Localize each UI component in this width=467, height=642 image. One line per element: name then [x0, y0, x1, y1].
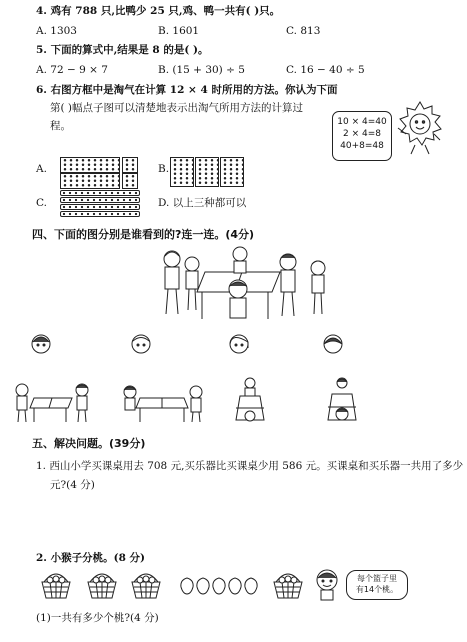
bubble-line-1: 10 × 4=40: [337, 117, 387, 127]
view-picture-1: [10, 380, 100, 424]
speech-line-1: 每个篮子里: [357, 574, 397, 583]
speech-bubble: [346, 570, 408, 600]
q5-option-c[interactable]: C. 16 − 40 ÷ 5: [286, 64, 365, 76]
q5-stem: 5. 下面的算式中,结果是 8 的是( )。: [36, 44, 209, 56]
child-head-3-icon: [228, 332, 250, 356]
problem2-title: 2. 小猴子分桃。(8 分): [36, 552, 146, 564]
peach-basket-1-icon: [40, 570, 72, 600]
method-bubble: [332, 111, 392, 161]
q6-option-a-label[interactable]: A.: [36, 163, 47, 175]
problem1-line2: 元?(4 分): [50, 479, 95, 491]
q6-option-b-label[interactable]: B.: [158, 163, 170, 175]
q4-option-b[interactable]: B. 1601: [158, 25, 200, 37]
dot-grid-a-3: [60, 173, 120, 189]
dot-grid-b-3: [220, 157, 244, 187]
q6-line1: 6. 右图方框中是淘气在计算 12 × 4 时所用的方法。你认为下面: [36, 84, 338, 96]
q6-line2: 第( )幅点子图可以清楚地表示出淘气所用方法的计算过: [50, 102, 304, 114]
bubble-line-2: 2 × 4=8: [343, 129, 381, 139]
dot-grid-b-1: [170, 157, 194, 187]
view-picture-4: [320, 376, 364, 426]
dot-grid-a-4: [122, 173, 138, 189]
q4-option-a[interactable]: A. 1303: [36, 25, 77, 37]
speech-line-2: 有14个桃。: [355, 585, 399, 594]
q6-option-d[interactable]: D. 以上三种都可以: [158, 197, 247, 209]
monkey-icon: [312, 568, 342, 602]
q5-option-b[interactable]: B. (15 + 30) ÷ 5: [158, 64, 245, 76]
child-head-1-icon: [30, 332, 52, 356]
q4-stem: 4. 鸡有 788 只,比鸭少 25 只,鸡、鸭一共有( )只。: [36, 5, 281, 17]
peach-basket-3-icon: [130, 570, 162, 600]
dot-bar-c-4: [60, 211, 140, 217]
bubble-line-3: 40+8=48: [340, 141, 384, 151]
dot-grid-a-1: [60, 157, 120, 173]
sunflower-mascot-icon: [392, 100, 448, 160]
dot-bar-c-1: [60, 190, 140, 196]
view-picture-3: [228, 376, 272, 426]
problem1-line1: 1. 西山小学买课桌用去 708 元,买乐器比买课桌少用 586 元。买课桌和买乐器一共用了多少: [36, 460, 464, 472]
problem2-subquestion-1: (1)一共有多少个桃?(4 分): [36, 612, 159, 624]
q4-option-c[interactable]: C. 813: [286, 25, 321, 37]
peach-basket-2-icon: [86, 570, 118, 600]
loose-peaches-icon: [178, 574, 262, 600]
section5-title: 五、解决问题。(39分): [32, 437, 146, 450]
child-head-4-icon: [322, 332, 344, 356]
dot-bar-c-3: [60, 204, 140, 210]
ping-pong-scene-illustration: [150, 244, 340, 324]
view-picture-2: [118, 380, 208, 424]
q5-option-a[interactable]: A. 72 − 9 × 7: [36, 64, 108, 76]
q6-option-c-label[interactable]: C.: [36, 197, 47, 209]
dot-grid-a-2: [122, 157, 138, 173]
dot-bar-c-2: [60, 197, 140, 203]
q6-line3: 程。: [50, 120, 71, 132]
section4-title: 四、下面的图分别是谁看到的?连一连。(4分): [32, 228, 255, 241]
peach-basket-4-icon: [272, 570, 304, 600]
child-head-2-icon: [130, 332, 152, 356]
dot-grid-b-2: [195, 157, 219, 187]
